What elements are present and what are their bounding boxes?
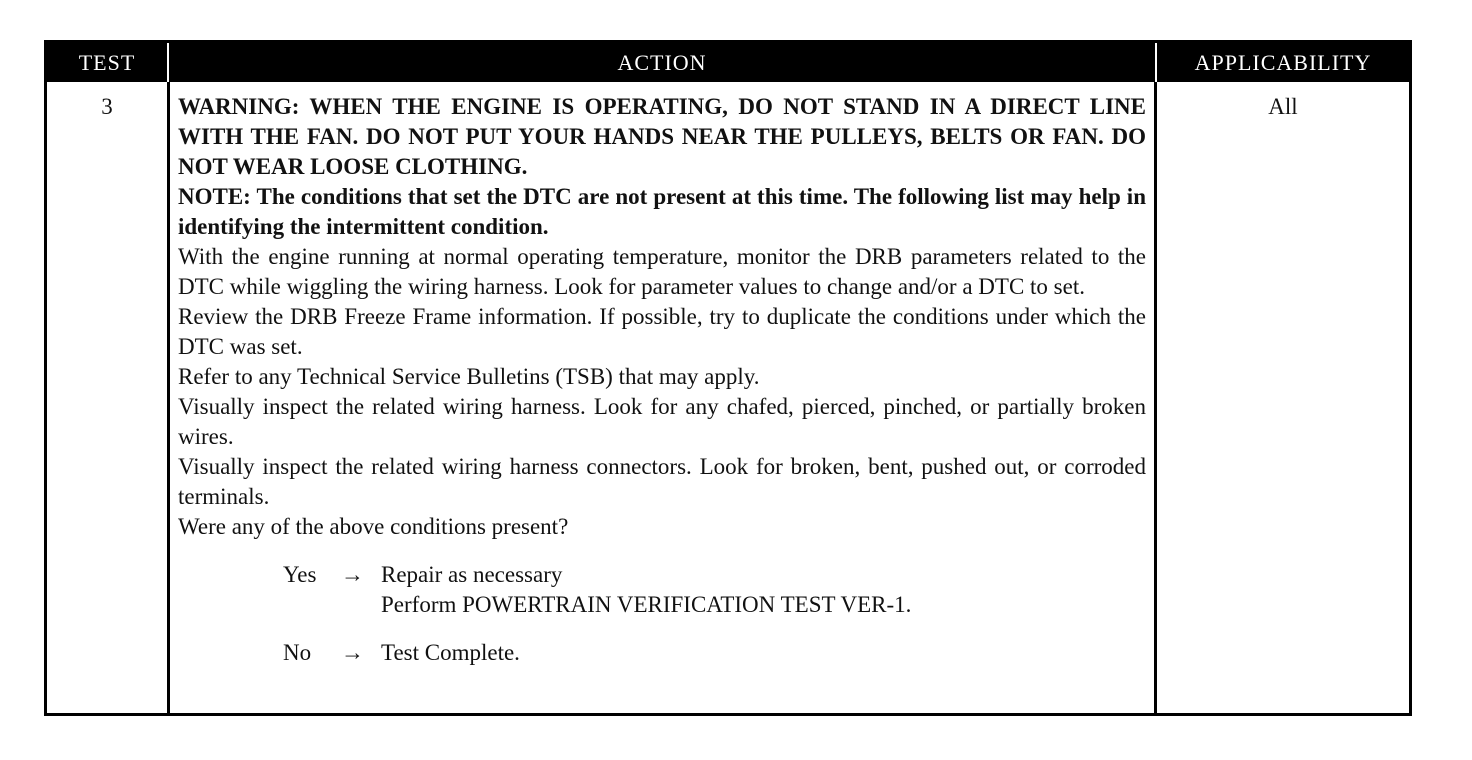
arrow-right-icon: → xyxy=(341,562,364,587)
diagnostic-test-table xyxy=(44,40,1412,716)
test-number: 3 xyxy=(101,94,113,119)
step-5: Visually inspect the related wiring harness connectors. Look for broken, bent, pushed out, or corroded terminals. xyxy=(178,454,1146,509)
step-1: With the engine running at normal operating temperature, monitor the DRB parameters related to the DTC while wiggling the wiring harness. Look for parameter values to change and/or a DTC to set. xyxy=(178,244,1146,299)
step-2: Review the DRB Freeze Frame information. If possible, try to duplicate the conditions under which the DTC was set. xyxy=(178,304,1146,359)
answer-yes-label: Yes xyxy=(283,562,317,587)
answer-no xyxy=(283,638,1146,668)
question-text: Were any of the above conditions present? xyxy=(178,514,569,539)
action-cell xyxy=(167,82,1157,713)
applicability-value: All xyxy=(1268,94,1298,119)
answer-yes-line-2: Perform POWERTRAIN VERIFICATION TEST VER-1. xyxy=(381,592,912,617)
answer-yes-text xyxy=(381,560,1146,620)
warning-text: WARNING: WHEN THE ENGINE IS OPERATING, DO NOT STAND IN A DIRECT LINE WITH THE FAN. DO NOT PUT YOUR HANDS NEAR THE PULLEYS, BELTS OR FAN. DO NOT WEAR LOOSE CLOTHING. xyxy=(178,94,1146,179)
step-4: Visually inspect the related wiring harness. Look for any chafed, pierced, pinched, or partially broken wires. xyxy=(178,394,1146,449)
note-text: NOTE: The conditions that set the DTC are not present at this time. The following list may help in identifying the intermittent condition. xyxy=(178,184,1146,239)
answer-block xyxy=(283,560,1146,668)
answer-yes xyxy=(283,560,1146,620)
header-action: ACTION xyxy=(167,43,1157,82)
answer-no-text xyxy=(381,638,1146,668)
arrow-right-icon: → xyxy=(341,640,364,665)
step-3: Refer to any Technical Service Bulletins (TSB) that may apply. xyxy=(178,364,760,389)
header-test: TEST xyxy=(47,43,167,82)
answer-yes-line-1: Repair as necessary xyxy=(381,562,563,587)
answer-no-line-1: Test Complete. xyxy=(381,640,520,665)
answer-no-label: No xyxy=(283,640,312,665)
header-applicability: APPLICABILITY xyxy=(1157,43,1409,82)
